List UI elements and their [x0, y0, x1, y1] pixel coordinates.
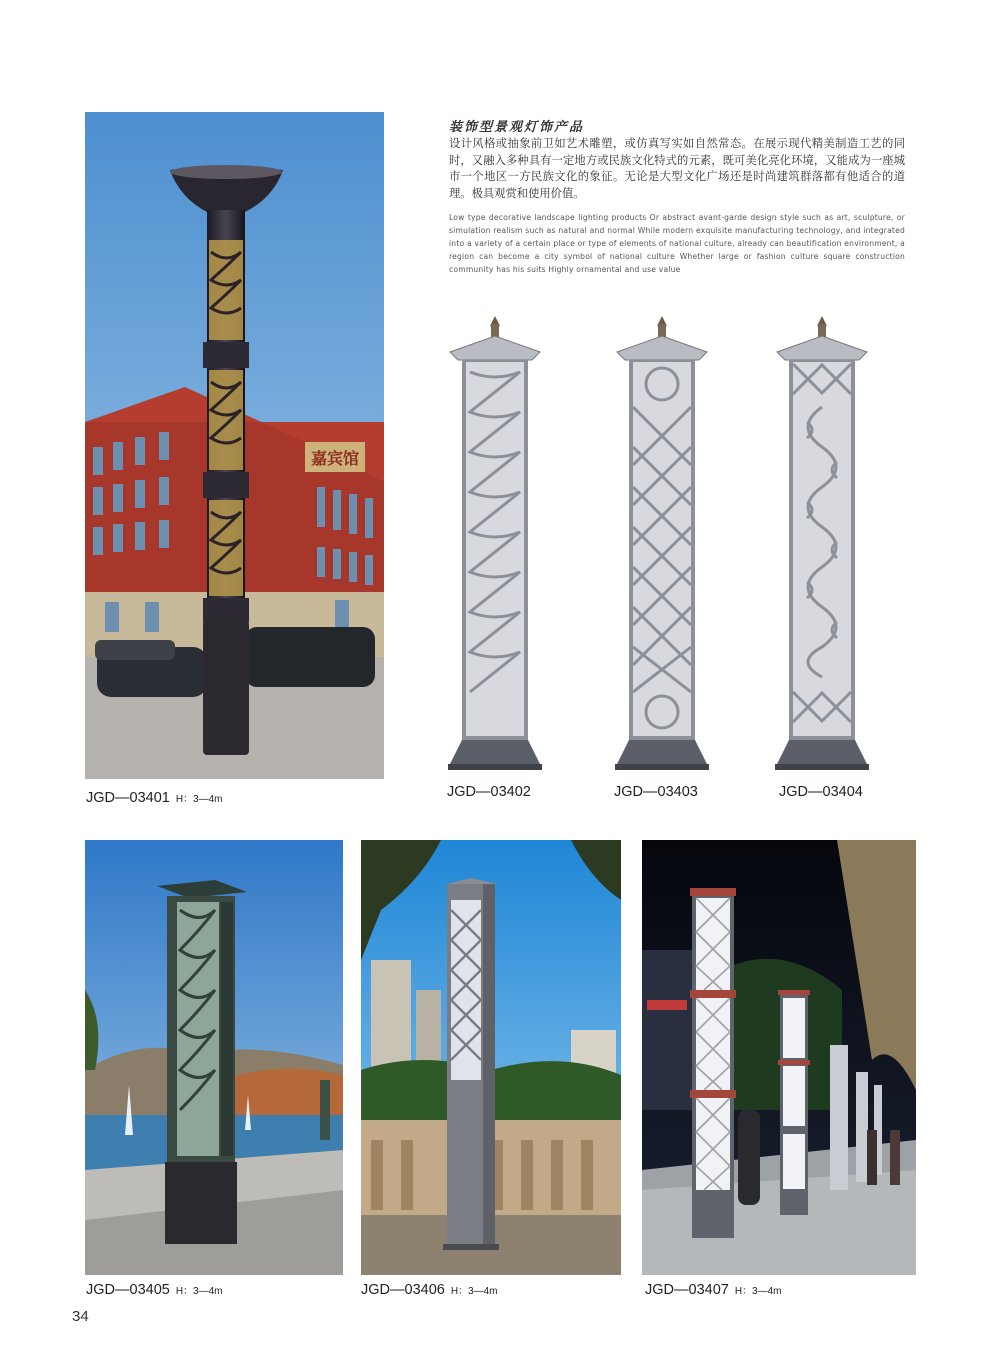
product-photo-03402	[440, 312, 550, 777]
product-photo-03404	[767, 312, 877, 777]
product-code: JGD—03405	[86, 1282, 170, 1298]
product-code: JGD—03401	[86, 790, 170, 806]
product-code: JGD—03407	[645, 1282, 729, 1298]
building-sign-text: 嘉宾馆	[310, 449, 360, 468]
product-height: H：3—4m	[175, 794, 223, 805]
product-caption-03402	[447, 784, 531, 800]
product-height: H：3—4m	[175, 1286, 223, 1297]
product-photo-03403	[607, 312, 717, 777]
product-code: JGD—03404	[779, 784, 863, 800]
product-height: H：3—4m	[734, 1286, 782, 1297]
product-code: JGD—03402	[447, 784, 531, 800]
product-caption-03407	[645, 1282, 782, 1298]
section-title: 装饰型景观灯饰产品	[449, 120, 585, 135]
description-english: Low type decorative landscape lighting products Or abstract avant-garde design style such as art, sculpture, or simulation realism such as natural and normal While modern exquisite manufacturing technology, and integrated into a variety of a certain place or type of elements of national culture, already can beautification environment, a region can become a city symbol of national culture Whether large or fashion culture square construction community has his suits Highly ornamental and use value	[449, 213, 905, 274]
product-caption-03405	[86, 1282, 223, 1298]
product-caption-03401	[86, 790, 223, 806]
description-chinese: 设计风格或抽象前卫如艺术雕塑，或仿真写实如自然常态。在展示现代精美制造工艺的同时，又融入多种具有一定地方或民族文化特式的元素，既可美化亮化环境，又能成为一座城市一个地区一方民族文化的象征。无论是大型文化广场还是时尚建筑群落都有他适合的道理。极具观赏和使用价值。	[449, 137, 905, 200]
product-photo-03407	[642, 840, 916, 1275]
product-caption-03406	[361, 1282, 498, 1298]
product-photo-03406	[361, 840, 621, 1275]
page-number: 34	[72, 1308, 89, 1325]
product-height: H：3—4m	[450, 1286, 498, 1297]
product-photo-03405	[85, 840, 343, 1275]
product-photo-03401	[85, 112, 384, 779]
product-code: JGD—03403	[614, 784, 698, 800]
product-code: JGD—03406	[361, 1282, 445, 1298]
product-caption-03404	[779, 784, 863, 800]
product-caption-03403	[614, 784, 698, 800]
